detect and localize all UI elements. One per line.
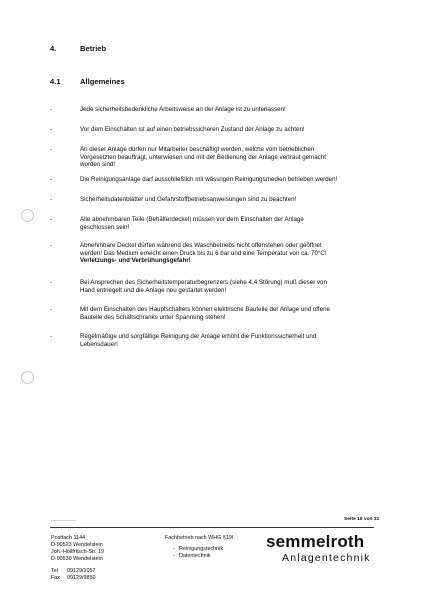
list-dash: -: [50, 333, 53, 340]
list-dash: -: [50, 306, 53, 313]
fax-label: Fax: [51, 575, 60, 581]
list-dash: -: [50, 196, 53, 203]
list-item: [80, 242, 370, 265]
fax-value: 09129/9850: [67, 575, 96, 581]
brand-subtitle: Anlagentechnik: [282, 552, 371, 564]
list-item: [80, 126, 370, 134]
footer-services: [165, 535, 233, 560]
list-item: [80, 146, 370, 169]
list-item-line: Alle abnehmbaren Teile (Behälterdeckel) müssen vor dem Einschalten der Anlage: [80, 216, 304, 223]
address-line: D-90523 Wendelstein: [51, 542, 103, 548]
footer-address: [51, 535, 104, 582]
list-item: [80, 196, 370, 204]
list-item-line: Lebensdauer!: [80, 340, 118, 348]
punch-hole-bottom: [21, 371, 34, 384]
list-dash: -: [50, 146, 53, 153]
section-title: Betrieb: [80, 44, 107, 53]
address-line: D-90530 Wendelstein: [51, 556, 103, 562]
list-item-line: Vor dem Einschalten ist auf einen betriebssicheren Zustand der Anlage zu achten!: [80, 126, 305, 133]
list-dash: -: [50, 242, 53, 249]
file-reference-text: ▪▪▪▪▪▪▪▪▪▪▪▪▪▪▪▪▪▪▪▪▪▪▪▪▪▪▪▪▪: [51, 519, 76, 522]
list-item-line: Jede sicherheitsbedenkliche Arbeitsweise an der Anlage ist zu unterlassen!: [80, 106, 286, 113]
footer-rule: [50, 527, 374, 528]
list-item-line: An dieser Anlage dürfen nur Mitarbeiter beschäftigt werden, welche vom betrieblichen: [80, 146, 315, 153]
list-item-line: Bei Ansprechen des Sicherheitstemperaturbegrenzers (siehe 4.4 Störung) muß dieser von: [80, 279, 327, 286]
address-line: Joh.-Höllfritsch-Str. 19: [51, 549, 105, 555]
service-item: - Reinigungstechnik: [173, 546, 224, 552]
list-item-line: geschlossen sein!: [80, 223, 130, 231]
address-line: Postfach 1144: [51, 535, 86, 541]
list-item-line: Mit dem Einschalten des Hauptschalters können elektrische Bauteile der Anlage und offene: [80, 306, 330, 313]
subsection-number: 4.1: [50, 77, 61, 86]
fax-line: [51, 575, 104, 582]
list-item-line: worden sind!: [80, 161, 116, 169]
fachbetrieb-text: Fachbetrieb nach WHG §19l: [165, 535, 234, 541]
list-item: [80, 176, 370, 184]
list-item-line: werden! Das Medium erreicht einen Druck bis zu 6 bar und eine Temperatur von ca. 70°C!: [80, 249, 327, 257]
list-item: [80, 279, 370, 294]
service-item: - Datentechnik: [173, 553, 211, 559]
list-item-line: Abnehmbare Deckel dürfen während des Waschbetriebs nicht offenstehen oder geöffnet: [80, 242, 322, 249]
list-item-line: Sicherheitsdatenblätter und Gefahrstoffbetriebsanweisungen sind zu beachten!: [80, 196, 297, 203]
tel-line: [51, 568, 104, 575]
tel-value: 09129/1057: [67, 568, 96, 574]
brand-logo-text: semmelroth: [266, 532, 365, 551]
section-number: 4.: [50, 44, 57, 53]
tel-label: Tel: [51, 568, 58, 574]
list-dash: -: [50, 106, 53, 113]
list-item: [80, 306, 370, 321]
list-item: [80, 106, 370, 114]
warning-text: Verletzungs- und Verbrühungsgefahr!: [80, 257, 191, 265]
list-item-line: Regelmäßige und sorgfältige Reinigung der Anlage erhöht die Funktionssicherheit und: [80, 333, 317, 340]
list-dash: -: [50, 279, 53, 286]
list-dash: -: [50, 176, 53, 183]
list-item-line: Vorgesetzten beauftragt, unterwiesen und mit der Bedienung der Anlage vertraut gemacht: [80, 153, 326, 161]
punch-hole-top: [21, 209, 34, 222]
list-item: [80, 333, 370, 348]
list-dash: -: [50, 216, 53, 223]
list-item-line: Die Reinigungsanlage darf ausschließlich mit wässrigen Reinigungsmedien betrieben werden!: [80, 176, 338, 183]
list-item-line: Hand entriegelt und die Anlage neu gestartet werden!: [80, 286, 227, 294]
list-dash: -: [50, 126, 53, 133]
list-item-line: Bauteile des Schaltschranks unter Spannung stehen!: [80, 313, 226, 321]
list-item: [80, 216, 370, 231]
page-number: Seite 15 von 31: [344, 517, 380, 522]
subsection-title: Allgemeines: [80, 77, 125, 86]
